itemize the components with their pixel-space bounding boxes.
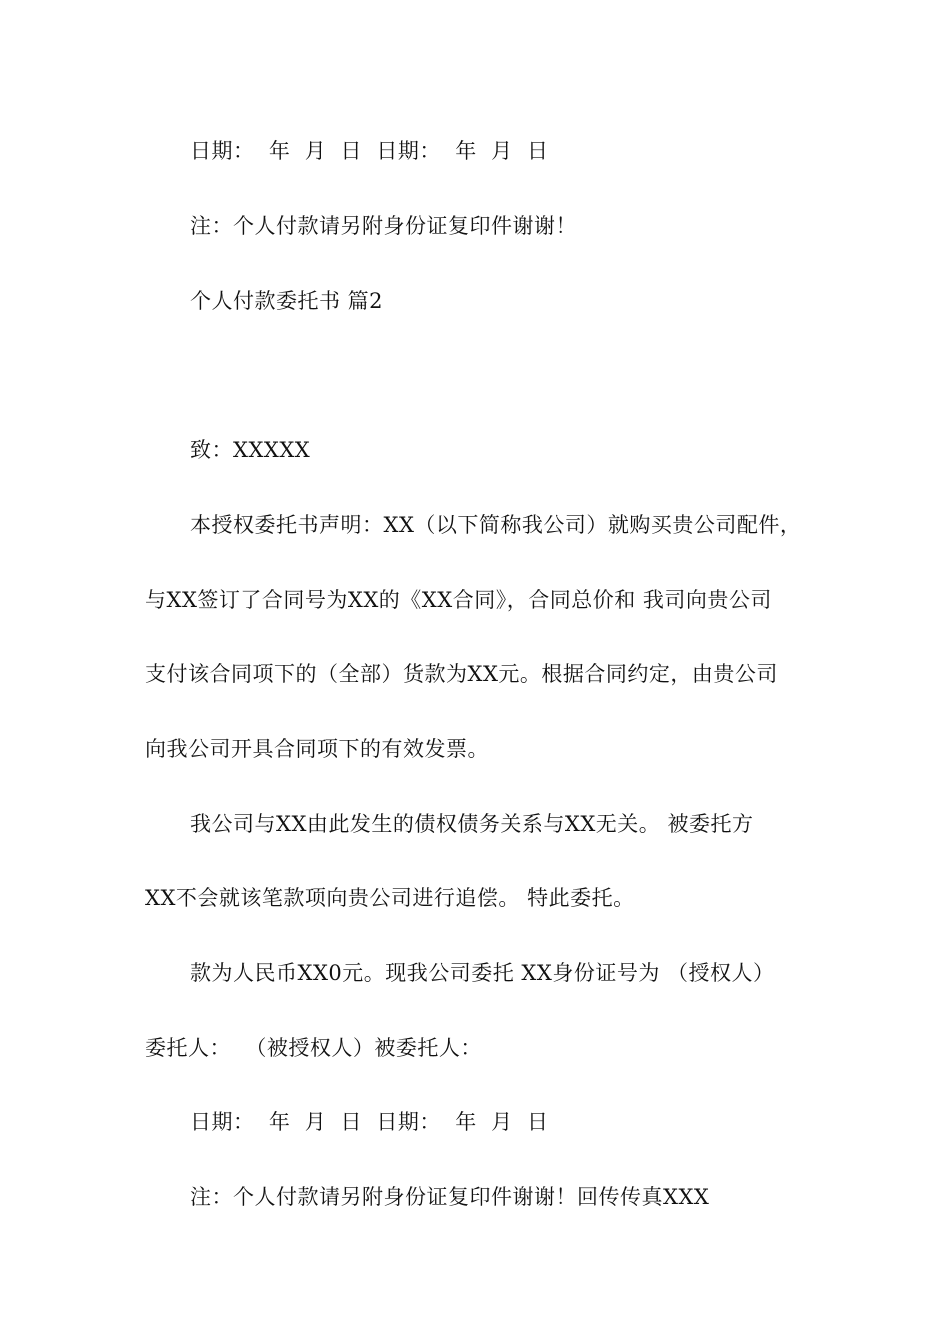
paragraph-line: 本授权委托书声明：XX（以下简称我公司）就购买贵公司配件， <box>190 513 802 537</box>
date-line: 日期： 年 月 日 日期： 年 月 日 <box>190 139 549 163</box>
addressee-line: 致：XXXXX <box>190 438 311 462</box>
paragraph-line: XX不会就该笔款项向贵公司进行追偿。 特此委托。 <box>145 886 635 910</box>
note-line: 注：个人付款请另附身份证复印件谢谢！ <box>190 214 577 238</box>
paragraph-line: 与XX签订了合同号为XX的《XX合同》，合同总价和 我司向贵公司 <box>145 588 772 612</box>
section-heading: 个人付款委托书 篇2 <box>190 289 384 313</box>
paragraph-line: 向我公司开具合同项下的有效发票。 <box>145 737 489 761</box>
note-line: 注：个人付款请另附身份证复印件谢谢！回传传真XXX <box>190 1185 710 1209</box>
paragraph-line: 款为人民币XX0元。现我公司委托 XX身份证号为 （授权人） <box>190 961 775 985</box>
signatory-line: 委托人： （被授权人）被委托人： <box>145 1036 482 1060</box>
paragraph-line: 我公司与XX由此发生的债权债务关系与XX无关。 被委托方 <box>190 812 754 836</box>
date-line: 日期： 年 月 日 日期： 年 月 日 <box>190 1110 549 1134</box>
paragraph-line: 支付该合同项下的（全部）货款为XX元。根据合同约定，由贵公司 <box>145 662 778 686</box>
